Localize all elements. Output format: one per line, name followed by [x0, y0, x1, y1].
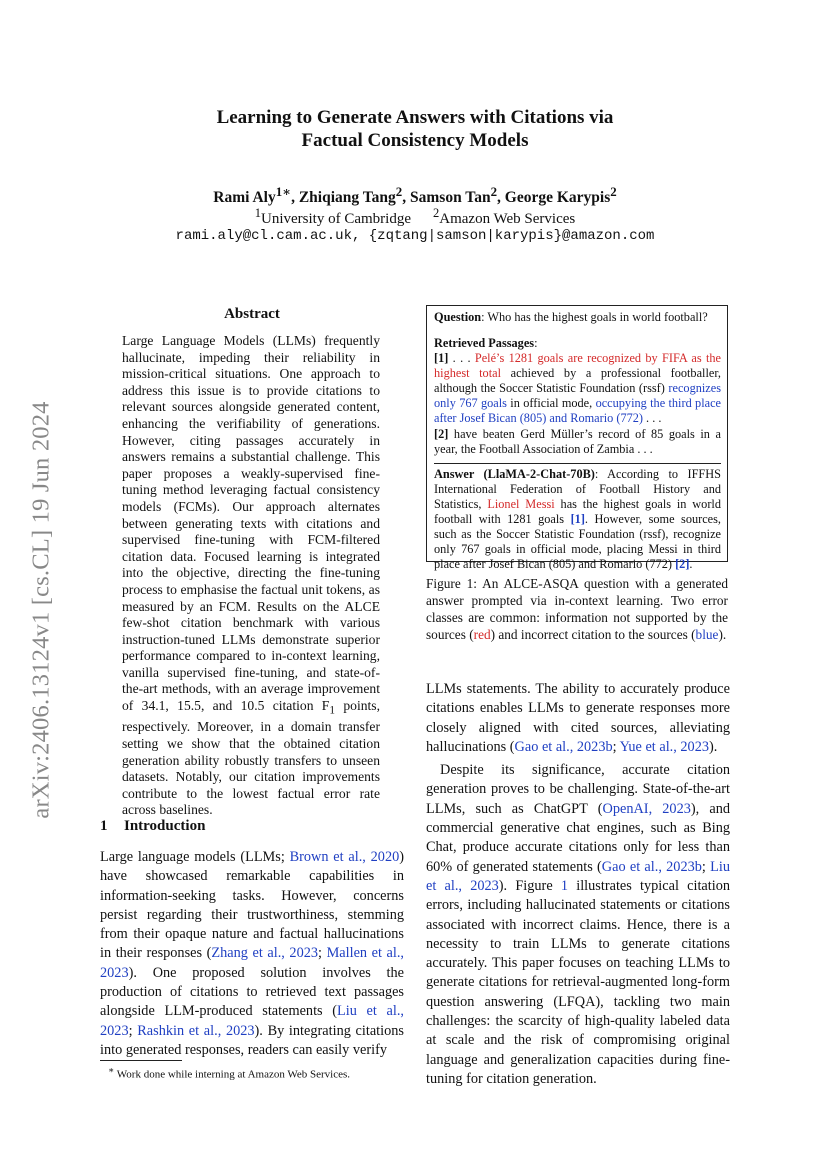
author-4-affil-mark: 2 — [610, 184, 617, 199]
caption-text: ) and incorrect citation to the sources ( — [490, 627, 696, 642]
body-text: Despite its significance, accurate citation generation proves to be challenging. State-of-the-art LLMs, such as ChatGPT ( — [426, 762, 730, 817]
passage-2 — [434, 427, 721, 457]
citation-link[interactable]: Gao et al., 2023b — [514, 738, 613, 755]
footnote — [108, 1063, 350, 1082]
figure-1-box — [426, 305, 728, 571]
arxiv-identifier-text: arXiv:2406.13124v1 [cs.CL] 19 Jun 2024 — [28, 401, 56, 819]
citation-link[interactable]: OpenAI, 2023 — [602, 800, 691, 817]
answer-text: : According to IFFHS International Federation of Football History and Statistics, — [434, 467, 721, 511]
affiliation-1-mark: 1 — [254, 206, 262, 220]
passage-2-number: [2] — [434, 427, 449, 441]
footnote-divider — [100, 1060, 182, 1061]
figure-divider — [434, 463, 721, 464]
answer-text: has the highest goals in world football with 1281 goals — [434, 497, 721, 526]
body-text: illustrates typical citation errors, including hallucinated statements or citations associated with incorrect claims. Hence, there is a necessity to train LLMs to generate citations accurately. This paper focuses on teaching LLMs to generate citations for retrieval-augmented long-form question answering (LFQA), tackling two main challenges: the scarcity of high-quality labeled data at scale and the risk of compromising original language and generalization capacities during fine-tuning for citation generation. — [426, 877, 731, 1087]
question-label: Question — [434, 310, 482, 324]
citation-link[interactable]: Zhang et al., 2023 — [211, 945, 319, 962]
intro-text: ; — [318, 945, 327, 962]
body-text: ). — [709, 738, 718, 755]
paragraph-continuation — [426, 680, 730, 757]
section-number: 1 — [100, 818, 108, 834]
citation-link[interactable]: Liu et al., 2023 — [426, 858, 730, 894]
affiliation-1: University of Cambridge — [261, 211, 411, 227]
body-text: ; — [612, 738, 620, 755]
author-emails: rami.aly@cl.cam.ac.uk, {zqtang|samson|karypis}@amazon.com — [175, 228, 655, 244]
section-title: Introduction — [124, 818, 206, 834]
body-text: ), and commercial generative chat engines, such as Bing Chat, produce accurate citations only for less than 60% of generated statements ( — [426, 800, 731, 875]
citation-link[interactable]: Rashkin et al., 2023 — [137, 1022, 255, 1039]
caption-blue-word: blue — [695, 627, 719, 642]
footnote-text: Work done while interning at Amazon Web Services. — [114, 1068, 351, 1081]
abstract-body — [122, 333, 380, 819]
arxiv-identifier-stamp — [22, 370, 62, 850]
caption-text: Figure 1: An ALCE-ASQA question with a generated answer prompted via in-context learning. Two error classes are common: information not supported by the sources ( — [426, 576, 728, 642]
answer-text: . However, some sources, such as the Soccer Statistic Foundation (rssf), recognize only 767 goals in official mode, placing Messi in third place after Josef Bican (805) and Romario (772) — [434, 512, 721, 571]
affiliation-2: Amazon Web Services — [439, 211, 576, 227]
body-text: ; — [701, 858, 711, 875]
question-text: : Who has the highest goals in world football? — [481, 310, 708, 324]
answer-unsupported-span: Lionel Messi — [487, 497, 555, 511]
figure-1-caption — [426, 575, 728, 643]
answer-citation-2[interactable]: [2] — [675, 557, 690, 571]
paper-title — [100, 106, 730, 152]
passage-text: . . . — [448, 351, 475, 365]
affiliations — [100, 206, 730, 228]
figure-reference-link[interactable]: 1 — [560, 877, 569, 894]
citation-link[interactable]: Gao et al., 2023b — [601, 858, 702, 875]
answer-label: Answer (LlaMA-2-Chat-70B) — [434, 467, 595, 481]
passages-label: Retrieved Passages — [434, 336, 535, 350]
passage-1-miscited-span-2: occupying the third place after Josef Bican (805) and Romario (772) — [434, 396, 721, 425]
intro-text: ; — [128, 1022, 138, 1039]
passage-1-number: [1] — [434, 351, 449, 365]
passage-1 — [434, 351, 721, 426]
passage-text: in official mode, — [506, 396, 596, 410]
title-line-1: Learning to Generate Answers with Citations via — [216, 107, 614, 128]
intro-text: Large language models (LLMs; — [100, 849, 290, 865]
figure-question — [434, 310, 721, 325]
figure-answer — [434, 467, 721, 572]
passage-text: . . . — [642, 411, 662, 425]
passages-colon: : — [534, 336, 538, 350]
paragraph-citation-challenge — [426, 761, 730, 1089]
author-1-affil-mark: 1∗ — [275, 184, 292, 199]
author-2-affil-mark: 2 — [395, 184, 403, 199]
passage-1-miscited-span: recognizes only 767 goals — [434, 381, 721, 410]
passage-text: have beaten Gerd Müller’s record of 85 goals in a year, the Football Association of Zambia . . . — [434, 427, 721, 456]
section-heading-introduction — [100, 818, 205, 835]
footnote-mark: ∗ — [108, 1065, 115, 1075]
author-1: Rami Aly — [213, 189, 276, 207]
affiliation-2-mark: 2 — [433, 206, 440, 220]
author-3-affil-mark: 2 — [490, 184, 498, 199]
body-text: ). Figure — [498, 877, 561, 894]
intro-text: ) have showcased remarkable capabilities in information-seeking tasks. However, concerns persist regarding their trustworthiness, stemming from their opaque nature and factual hallucinations in their responses ( — [100, 849, 405, 962]
abstract-text-part-2: points, respectively. Moreover, in a domain transfer setting we show that the obtained citation generation ability robustly transfers to unseen datasets. Notably, our citation improvements contribute to the lowest factual error rate across baselines. — [122, 698, 380, 818]
intro-text: ). By integrating citations into generated responses, readers can easily verify — [100, 1022, 404, 1058]
f1-subscript: 1 — [329, 704, 336, 717]
citation-link[interactable]: Mallen et al., 2023 — [100, 945, 404, 981]
author-4: , George Karypis — [497, 189, 611, 207]
author-list — [100, 184, 730, 207]
author-2: , Zhiqiang Tang — [291, 189, 396, 207]
abstract-text-part-1: Large Language Models (LLMs) frequently hallucinate, impeding their reliability in mission-critical situations. One approach to address this issue is to provide citations to relevant sources alongside generated content, enhancing the verifiability of generations. However, citing passages accurately in answers remains a substantial challenge. This paper proposes a weakly-supervised fine-tuning method leveraging factual consistency models (FCMs). Our approach alternates between generating texts with citations and supervised fine-tuning with FCM-filtered citation data. Focused learning is integrated into the objective, directing the fine-tuning process to emphasise the factual unit tokens, as measured by an FCM. Results on the ALCE few-shot citation benchmark with various instruction-tuned LLMs demonstrate superior performance compared to in-context learning, vanilla supervised fine-tuning, and state-of-the-art methods, with an average improvement of 34.1, 15.5, and 10.5 citation F — [122, 333, 380, 714]
citation-link[interactable]: Liu et al., 2023 — [100, 1003, 404, 1039]
answer-citation-1[interactable]: [1] — [570, 512, 585, 526]
right-column-text — [426, 680, 730, 1089]
caption-red-word: red — [473, 627, 491, 642]
intro-text: ). One proposed solution involves the production of citations to retrieved text passages alongside LLM-produced statements ( — [100, 964, 404, 1020]
caption-text: ). — [718, 627, 727, 642]
body-text: LLMs statements. The ability to accurately produce citations enables LLMs to generate responses more closely aligned with cited sources, alleviating hallucinations ( — [426, 681, 730, 755]
author-3: , Samson Tan — [402, 189, 491, 207]
citation-link[interactable]: Yue et al., 2023 — [619, 738, 709, 755]
passage-1-unsupported-span: Pelé’s 1281 goals are recognized by FIFA as the highest total — [434, 351, 721, 380]
title-line-2: Factual Consistency Models — [301, 130, 529, 151]
passage-text: achieved by a professional footballer, although the Soccer Statistic Foundation (rssf) — [434, 366, 722, 395]
answer-text: . — [689, 557, 693, 571]
citation-link[interactable]: Brown et al., 2020 — [289, 849, 400, 865]
intro-paragraph — [100, 848, 404, 1060]
retrieved-passages-heading — [434, 336, 721, 351]
abstract-heading: Abstract — [224, 306, 280, 322]
